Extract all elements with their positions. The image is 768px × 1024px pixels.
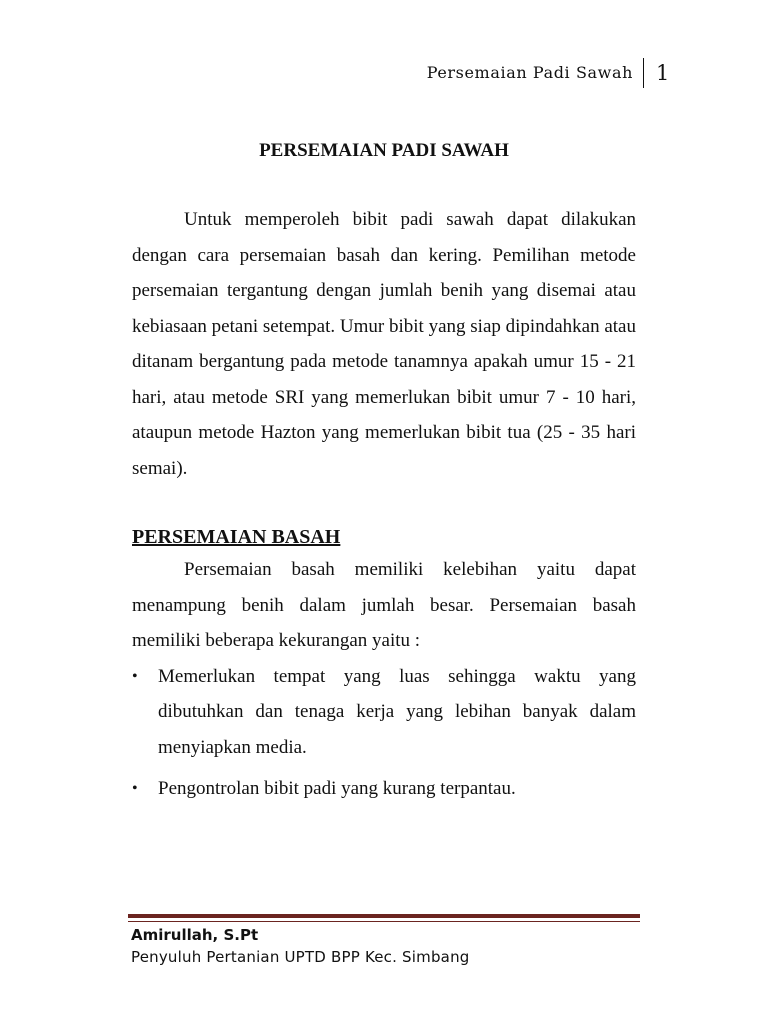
section-heading: PERSEMAIAN BASAH bbox=[132, 526, 341, 548]
list-item-text: Memerlukan tempat yang luas sehingga waktu yang dibutuhkan dan tenaga kerja yang lebihan banyak dalam menyiapkan media. bbox=[158, 665, 636, 758]
footer-author: Amirullah, S.Pt bbox=[131, 926, 259, 944]
document-title: PERSEMAIAN PADI SAWAH bbox=[259, 140, 509, 161]
running-title: Persemaian Padi Sawah bbox=[426, 63, 633, 82]
document-body bbox=[132, 136, 636, 807]
footer-organization: Penyuluh Pertanian UPTD BPP Kec. Simbang bbox=[131, 948, 470, 966]
intro-paragraph: Untuk memperoleh bibit padi sawah dapat dilakukan dengan cara persemaian basah dan kering. Pemilihan metode persemaian tergantung dengan jumlah benih yang disemai atau kebiasaan petani setempat. Umur bibit yang siap dipindahkan atau ditanam bergantung pada metode tanamnya apakah umur 15 - 21 hari, atau metode SRI yang memerlukan bibit umur 7 - 10 hari, ataupun metode Hazton yang memerlukan bibit tua (25 - 35 hari semai). bbox=[132, 209, 636, 479]
list-item bbox=[132, 771, 636, 807]
footer-rule-thick bbox=[128, 914, 640, 918]
bullet-icon: • bbox=[132, 667, 138, 685]
section-paragraph: Persemaian basah memiliki kelebihan yaitu dapat menampung benih dalam jumlah besar. Persemaian basah memiliki beberapa kekurangan yaitu : bbox=[132, 559, 636, 651]
page-header bbox=[427, 58, 672, 88]
bullet-list bbox=[132, 659, 636, 807]
footer-rule-thin bbox=[128, 921, 640, 922]
footer-divider bbox=[128, 914, 640, 922]
page-number: 1 bbox=[656, 61, 670, 85]
list-item bbox=[132, 659, 636, 766]
bullet-icon: • bbox=[132, 780, 138, 797]
list-item-text: Pengontrolan bibit padi yang kurang terpantau. bbox=[158, 778, 516, 799]
